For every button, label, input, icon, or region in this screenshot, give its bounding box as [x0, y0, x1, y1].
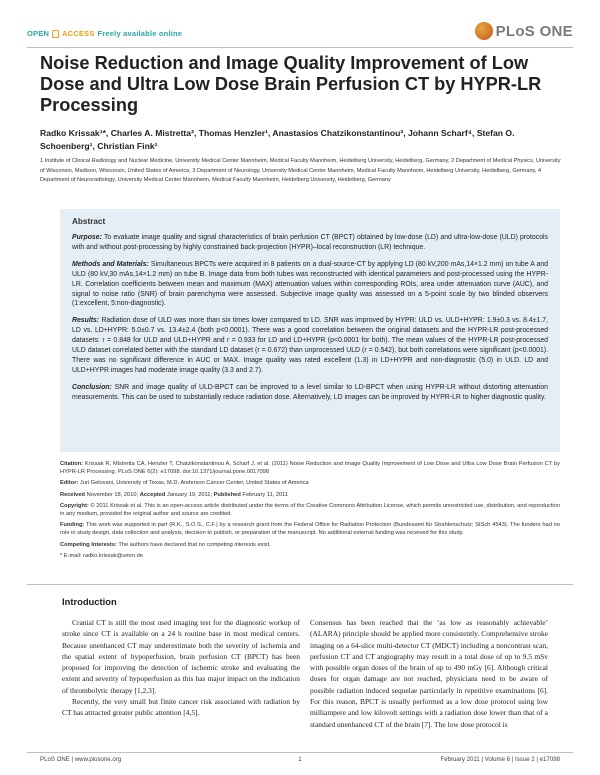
author-list: Radko Krissak¹*, Charles A. Mistretta², Thomas Henzler¹, Anastasios Chatzikonstantinou³, Johann Scharf⁴, Stefan O. Schoenberg¹, Christian Fink¹ [40, 128, 515, 151]
journal-name: PLoS ONE [495, 22, 573, 40]
published-label: Published [213, 491, 241, 498]
open-access-banner [27, 29, 182, 38]
methods-text: Simultaneous BPCTs were acquired in 8 patients on a dual-source-CT by applying LD (80 kV,200 mAs,14×1.2 mm) on tube A and ULD (80 kV,30 mAs,14×1.2 mm) on tube B. Image data from both tubes was reconstructed with identical parameters and post-processed using the HYPR-LR. Correlation coefficients between mean and maximum (MAX) attenuation values within corresponding ROIs, area under attenuation curve (AUC), and signal to noise ratio (SNR) of brain parenchyma were assessed. Subjective image quality was assessed on a 5-point scale by two blinded observers (1:excellent, 5:non-diagnostic). [72, 260, 549, 308]
footer-divider [27, 752, 573, 753]
funding [60, 521, 560, 537]
results-text: Radiation dose of ULD was more than six times lower compared to LD. SNR was improved by HYPR: ULD vs. ULD+HYPR: 1.9±0.3 vs. 8.4±1.7, LD vs. LD+HYPR: 5.0±0.7 vs. 13.4±2.4 (both p<0.0001). There was a good correlation between the original datasets and the HYPR-LR post-processed datasets: r = 0.848 for ULD and ULD+HYPR and r = 0.933 for LD and LD+HYPR (p<0.0001 for both). The mean values of the HYPR-LR post-processed ULD dataset correlated better with the standard LD dataset (r = 0.672) than unprocessed ULD (r = 0.542), but both correlations were significant (p<0.0001). There was no significant difference in AUC or MAX. Image quality was rated excellent (1.3) in LD+HYPR and non-diagnostic (5.0) in ULD. LD and ULD+HYPR images had moderate image quality (3.3 and 2.7). [72, 317, 548, 374]
competing-text: The authors have declared that no competing interests exist. [118, 541, 271, 548]
copyright-text: © 2011 Krissak et al. This is an open-access article distributed under the terms of the Creative Commons Attribution License, which permits unrestricted use, distribution, and reproduction in any medium, provided the original author and source are credited. [60, 502, 560, 518]
metadata-divider [27, 584, 573, 585]
abstract-box [60, 209, 560, 452]
affiliations: 1 Institute of Clinical Radiology and Nuclear Medicine, University Medical Center Mannheim, Medical Faculty Mannheim, Heidelberg University, Heidelberg, Germany, 2 Department of Medical Physics, University of Wisconsin, Madison, Wisconsin, United States of America, 3 Department of Neurology, University Medical Center Mannheim, Medical Faculty Mannheim, Heidelberg University, Heidelberg, Germany, 4 Department of Neuroradiology, University Medical Center Mannheim, Medical Faculty Mannheim, Heidelberg University, Heidelberg, Germany [40, 158, 561, 184]
abstract-heading: Abstract [72, 217, 106, 226]
abstract-conclusion [72, 383, 548, 403]
intro-paragraph-1: Cranial CT is still the most used imaging test for the diagnostic workup of stroke since CT is available on a 24 h routine base in most medical centers. Because unenhanced CT may underestimate both the severity of ischemia and the spatial extent of hypoperfusion, brain perfusion CT (BPCT) has been proposed for improving the detection of ischemic stroke and evaluating the extent and severity of hypoperfusion as this has major impact on the indication of thrombolytic therapy [1,2,3]. [62, 618, 300, 695]
article-title: Noise Reduction and Image Quality Improvement of Low Dose and Ultra Low Dose Brain Perfusion CT by HYPR-LR Processing [40, 53, 542, 115]
editor-text: Juri Gelovani, University of Texas, M.D. Anderson Cancer Center, United States of America [79, 480, 309, 487]
accepted-date: January 19, 2011; [166, 491, 213, 498]
intro-paragraph-3: Consensus has been reached that the ‘as low as reasonably achievable’ (ALARA) principle should be applied more consistently. Comprehensive stroke imaging on a 64-slice multi-detector CT (MDCT) including a noncontrast scan, perfusion CT and CT angiography may result in a total dose of up to 9.5 mSv with possible organ doses of the brain of up to 490 mGy [6]. Although critical doses for organ damage are not reached, physicians need to be aware of possible radiation induced sequelae particularly in repetitive examinations [6]. For this reason, BPCT is usually performed as a low dose protocol using low milliampere and low kilovolt settings with a radiation dose lower than that of a standard unenhanced CT of the brain [7]. The low dose protocol is [310, 618, 548, 729]
conclusion-text: SNR and image quality of ULD-BPCT can be improved to a level similar to LD-BPCT when using HYPR-LR without distorting attenuation measurements. This can be used to substantially reduce radiation dose. Alternatively, LD images can be improved by HYPR-LR to higher diagnostic quality. [72, 383, 548, 401]
dates [60, 491, 560, 499]
editor-label: Editor: [60, 480, 79, 487]
plos-sun-icon [475, 22, 493, 40]
funding-label: Funding: [60, 522, 85, 529]
copyright [60, 502, 560, 518]
conclusion-label: Conclusion: [72, 383, 112, 391]
intro-paragraph-2: Recently, the very small but finite cancer risk associated with radiation by CT has attracted greater public attention [4,5]. [62, 697, 300, 718]
journal-header [27, 22, 573, 46]
received-label: Received [60, 491, 85, 498]
plos-one-logo [475, 22, 573, 40]
purpose-text: To evaluate image quality and signal characteristics of brain perfusion CT (BPCT) obtained by low-dose (LD) and ultra-low-dose (ULD) protocols with and without post-processing by highly constrained back-projection (HYPR)–local reconstruction (LR) technique. [72, 234, 548, 251]
competing-interests [60, 541, 560, 549]
footer-journal-url[interactable]: PLoS ONE | www.plosone.org [40, 756, 122, 763]
body-column-left [62, 617, 300, 719]
header-divider [27, 47, 573, 48]
open-access-lock-icon [52, 30, 59, 38]
competing-label: Competing Interests: [60, 541, 117, 548]
body-column-right [310, 617, 548, 730]
funding-text: This work was supported in part (R.K., S.O.S., C.F.) by a research grant from the Federal Office for Radiation Protection (Bundesamt für Strahlenschutz; StSch 4543). The funders had no role in study design, data collection and analysis, decision to publish, or preparation of the manuscript. No additional external funding was received for this study. [60, 522, 560, 537]
abstract-methods [72, 260, 548, 310]
received-date: November 18, 2010; [86, 491, 139, 498]
footer-issue-info: February 2011 | Volume 6 | Issue 2 | e17098 [440, 756, 560, 763]
accepted-label: Accepted [139, 491, 166, 498]
citation-text: Krissak R, Mistretta CA, Henzler T, Chatzikonstantinou A, Scharf J, et al. (2011) Noise Reduction and Image Quality Improvement of Low Dose and Ultra Low Dose Brain Perfusion CT by HYPR-LR Processing. PLoS ONE 6(2): e17098. doi:10.1371/journal.pone.0017098 [60, 461, 560, 476]
article-metadata [60, 460, 560, 563]
citation-label: Citation: [60, 461, 84, 467]
results-label: Results: [72, 317, 100, 325]
copyright-label: Copyright: [60, 502, 89, 509]
open-label: OPEN [27, 29, 50, 38]
editor [60, 479, 560, 487]
purpose-label: Purpose: [72, 234, 102, 241]
page-footer [40, 756, 560, 768]
methods-label: Methods and Materials: [72, 260, 149, 268]
freely-available-label: Freely available online [97, 29, 183, 38]
introduction-heading: Introduction [62, 596, 117, 607]
citation [60, 460, 560, 476]
published-date: February 11, 2011 [242, 491, 289, 498]
page-number: 1 [298, 756, 302, 763]
abstract-purpose [72, 233, 548, 253]
abstract-results [72, 316, 548, 375]
corresponding-email[interactable]: * E-mail: radko.krissak@umm.de [60, 552, 143, 559]
access-label: ACCESS [62, 29, 95, 38]
